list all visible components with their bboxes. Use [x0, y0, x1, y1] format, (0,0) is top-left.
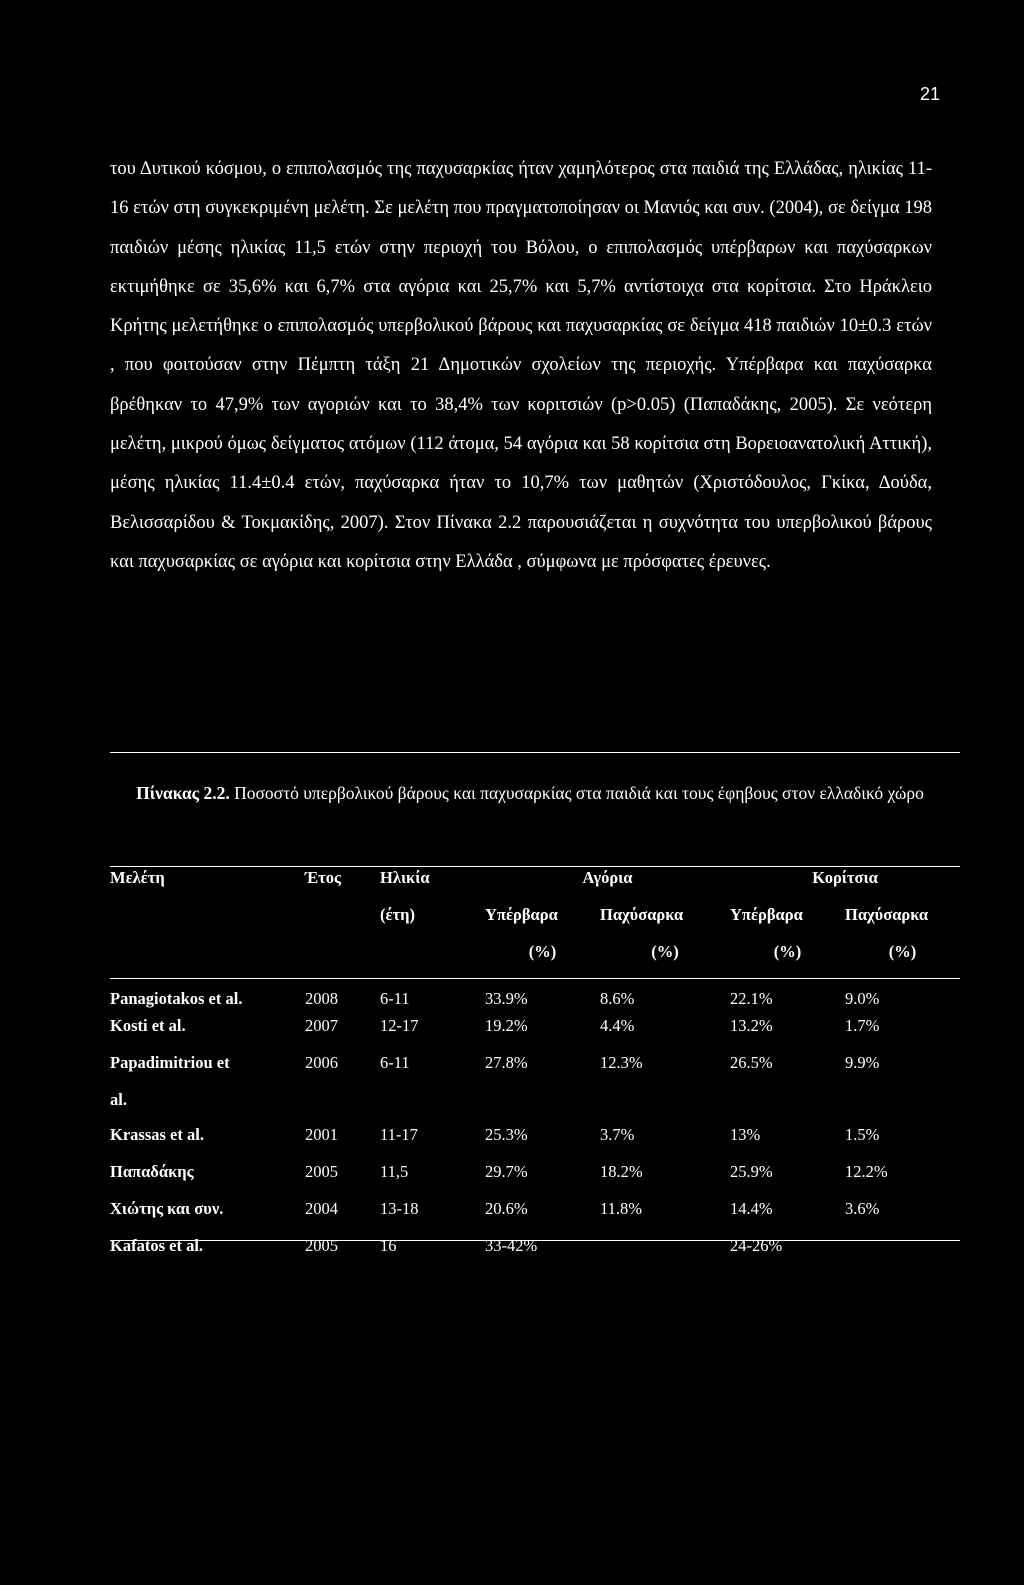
- table-top-rule: [110, 866, 960, 867]
- caption-label: Πίνακας 2.2.: [136, 783, 230, 803]
- caption-text: Ποσοστό υπερβολικού βάρους και παχυσαρκίας στα παιδιά και τους έφηβους στον ελλαδικό χώρο: [229, 783, 924, 803]
- cell-study: Kafatos et al.: [110, 1235, 204, 1255]
- page-number: 21: [919, 84, 940, 104]
- cell-age: 12-17: [380, 1015, 419, 1035]
- table-caption: [110, 778, 950, 808]
- cell-girls-obese: 3.6%: [845, 1198, 880, 1218]
- header-percent: (%): [888, 942, 917, 961]
- cell-girls-overweight: 14.4%: [730, 1198, 773, 1218]
- paragraph: του Δυτικού κόσμου, ο επιπολασμός της παχυσαρκίας ήταν χαμηλότερος στα παιδιά της Ελλάδας, ηλικίας 11-16 ετών στη συγκεκριμένη μελέτη. Σε μελέτη που πραγματοποίησαν οι Μανιός και συν. (2004), σε δείγμα 198 παιδιών μέσης ηλικίας 11,5 ετών στην περιοχή του Βόλου, ο επιπολασμός υπέρβαρων και παχύσαρκων εκτιμήθηκε σε 35,6% και 6,7% στα αγόρια και 25,7% και 5,7% αντίστοιχα στα κορίτσια. Στο Ηράκλειο Κρήτης μελετήθηκε ο επιπολασμός υπερβολικού βάρους και παχυσαρκίας σε δείγμα 418 παιδιών 10±0.3 ετών , που φοιτούσαν στην Πέμπτη τάξη 21 Δημοτικών σχολείων της περιοχής. Υπέρβαρα και παχύσαρκα βρέθηκαν το 47,9% των αγοριών και το 38,4% των κοριτσιών (p>0.05) (Παπαδάκης, 2005). Σε νεότερη μελέτη, μικρού όμως δείγματος ατόμων (112 άτομα, 54 αγόρια και 58 κορίτσια στη Βορειοανατολική Αττική), μέσης ηλικίας 11.4±0.4 ετών, παχύσαρκα ήταν το 10,7% των μαθητών (Χριστόδουλος, Γκίκα, Δούδα, Βελισσαρίδου & Τοκμακίδης, 2007). Στον Πίνακα 2.2 παρουσιάζεται η συχνότητα του υπερβολικού βάρους και παχυσαρκίας σε αγόρια και κορίτσια στην Ελλάδα , σύμφωνα με πρόσφατες έρευνες.: [110, 159, 932, 572]
- cell-boys-overweight: 33-42%: [485, 1235, 538, 1255]
- table-row: [110, 1053, 960, 1125]
- table-header-row: [110, 905, 960, 942]
- table-bottom-rule: [110, 1240, 960, 1241]
- cell-year: 2007: [305, 1015, 338, 1035]
- header-girls-overweight: Υπέρβαρα: [730, 905, 803, 924]
- cell-age: 16: [380, 1235, 397, 1255]
- cell-girls-obese: 12.2%: [845, 1161, 888, 1181]
- cell-age: 6-11: [380, 1052, 410, 1072]
- header-year: Έτος: [305, 868, 341, 887]
- body-text: [110, 150, 932, 582]
- header-age-unit: (έτη): [380, 905, 416, 924]
- header-girls: Κορίτσια: [812, 868, 878, 887]
- table-row: [110, 1016, 960, 1053]
- cell-boys-overweight: 29.7%: [485, 1161, 528, 1181]
- cell-study: Krassas et al.: [110, 1124, 204, 1144]
- cell-study: Χιώτης και συν.: [110, 1198, 224, 1218]
- cell-age: 13-18: [380, 1198, 419, 1218]
- cell-boys-obese: 4.4%: [600, 1015, 635, 1035]
- cell-boys-obese: [600, 1236, 730, 1273]
- cell-boys-obese: 3.7%: [600, 1124, 635, 1144]
- cell-girls-obese: 1.5%: [845, 1124, 880, 1144]
- table-row: [110, 979, 960, 1016]
- cell-girls-overweight: 22.1%: [730, 989, 773, 1008]
- cell-study: [110, 1053, 305, 1125]
- cell-girls-obese: 9.9%: [845, 1052, 880, 1072]
- cell-girls-overweight: 24-26%: [730, 1235, 783, 1255]
- header-percent: (%): [773, 942, 802, 961]
- cell-girls-overweight: 26.5%: [730, 1052, 773, 1072]
- cell-boys-overweight: 19.2%: [485, 1015, 528, 1035]
- cell-boys-obese: 8.6%: [600, 989, 635, 1008]
- table-row: [110, 1199, 960, 1236]
- cell-study-line: al.: [110, 1089, 127, 1109]
- table-row: [110, 1236, 960, 1273]
- cell-study: Panagiotakos et al.: [110, 989, 243, 1008]
- cell-age: 11,5: [380, 1161, 409, 1181]
- table-row: [110, 1125, 960, 1162]
- prevalence-table: [110, 868, 960, 1273]
- cell-year: 2001: [305, 1124, 338, 1144]
- cell-year: 2004: [305, 1198, 338, 1218]
- cell-boys-obese: 18.2%: [600, 1161, 643, 1181]
- header-girls-obese: Παχύσαρκα: [845, 905, 929, 924]
- cell-age: 11-17: [380, 1124, 418, 1144]
- cell-boys-obese: 11.8%: [600, 1198, 643, 1218]
- header-boys-overweight: Υπέρβαρα: [485, 905, 558, 924]
- cell-girls-overweight: 25.9%: [730, 1161, 773, 1181]
- cell-girls-obese: [845, 1236, 960, 1273]
- section-divider: [110, 752, 960, 753]
- table-header-row: [110, 868, 960, 905]
- cell-study-line: Papadimitriou et: [110, 1052, 230, 1072]
- table-row: [110, 1162, 960, 1199]
- cell-year: 2006: [305, 1052, 338, 1072]
- header-percent: (%): [651, 942, 679, 961]
- cell-boys-overweight: 20.6%: [485, 1198, 528, 1218]
- header-boys: Αγόρια: [582, 868, 633, 887]
- cell-boys-overweight: 27.8%: [485, 1052, 528, 1072]
- table-header-row: [110, 942, 960, 979]
- cell-year: 2005: [305, 1235, 338, 1255]
- cell-age: 6-11: [380, 989, 410, 1008]
- cell-girls-overweight: 13%: [730, 1124, 761, 1144]
- cell-boys-overweight: 25.3%: [485, 1124, 528, 1144]
- header-age: Ηλικία: [380, 868, 430, 887]
- header-study: Μελέτη: [110, 868, 165, 887]
- cell-year: 2005: [305, 1161, 338, 1181]
- header-boys-obese: Παχύσαρκα: [600, 905, 684, 924]
- cell-boys-overweight: 33.9%: [485, 989, 528, 1008]
- cell-girls-overweight: 13.2%: [730, 1015, 773, 1035]
- header-percent: (%): [528, 942, 557, 961]
- cell-boys-obese: 12.3%: [600, 1052, 643, 1072]
- cell-study: Kosti et al.: [110, 1015, 186, 1035]
- cell-year: 2008: [305, 989, 338, 1008]
- cell-girls-obese: 1.7%: [845, 1015, 880, 1035]
- cell-study: Παπαδάκης: [110, 1161, 194, 1181]
- cell-girls-obese: 9.0%: [845, 989, 880, 1008]
